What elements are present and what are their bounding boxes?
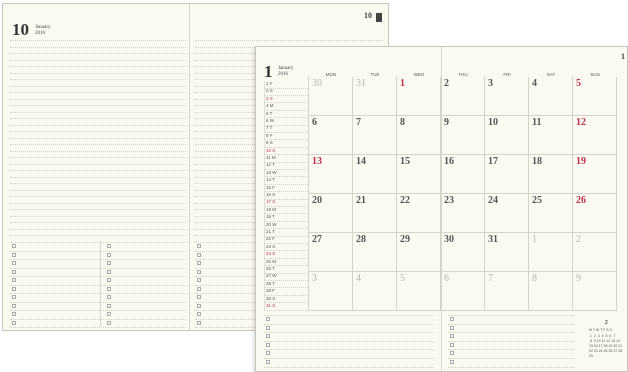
calendar-day-number: 15 (400, 156, 410, 167)
checkbox[interactable] (266, 360, 270, 364)
calendar-day-cell[interactable] (309, 77, 353, 116)
day-list-item: 10 S (266, 147, 276, 153)
back-left-todo-lines (10, 242, 186, 327)
calendar-day-cell[interactable] (397, 194, 441, 233)
ruled-line (448, 315, 574, 316)
ruled-line (10, 53, 186, 54)
calendar-day-cell[interactable] (529, 233, 573, 272)
checkbox[interactable] (107, 312, 111, 316)
checkbox[interactable] (107, 304, 111, 308)
mini-calendar-row: 1 2 3 4 5 6 7 (589, 334, 616, 338)
calendar-day-cell[interactable] (309, 194, 353, 233)
ruled-line (10, 170, 186, 171)
ruled-line (10, 190, 186, 191)
calendar-day-cell[interactable] (573, 194, 617, 233)
checkbox[interactable] (107, 261, 111, 265)
ruled-line (10, 276, 186, 277)
ruled-line (10, 177, 186, 178)
ruled-line (10, 196, 186, 197)
ruled-line (10, 229, 186, 230)
calendar-day-cell[interactable] (485, 272, 529, 311)
checkbox[interactable] (197, 287, 201, 291)
calendar-day-number: 27 (312, 234, 322, 245)
ruled-line (10, 222, 186, 223)
ruled-line (264, 358, 434, 359)
ruled-line (10, 112, 186, 113)
checkbox[interactable] (266, 326, 270, 330)
ruled-line (10, 216, 186, 217)
ruled-line (448, 349, 574, 350)
checkbox[interactable] (266, 334, 270, 338)
calendar-day-cell[interactable] (485, 77, 529, 116)
checkbox[interactable] (266, 317, 270, 321)
day-list-item: 1 F (266, 81, 273, 86)
ruled-line (10, 209, 186, 210)
back-todo-divider (100, 242, 101, 327)
calendar-day-number: 30 (312, 78, 322, 89)
day-list-item: 31 S (266, 303, 276, 308)
mini-calendar-row: 22 23 24 25 26 27 28 (589, 349, 623, 353)
checkbox[interactable] (107, 321, 111, 325)
day-list-item: 28 T (266, 280, 275, 286)
day-list-item: 15 F (266, 184, 276, 190)
front-month-label: January (278, 66, 294, 71)
calendar-day-number: 9 (576, 273, 581, 284)
checkbox[interactable] (266, 351, 270, 355)
calendar-day-cell[interactable] (441, 194, 485, 233)
calendar-day-number: 9 (444, 117, 449, 128)
checkbox[interactable] (12, 261, 16, 265)
calendar-day-number: 8 (400, 117, 405, 128)
calendar-day-number: 31 (356, 78, 366, 89)
ruled-line (195, 40, 383, 41)
calendar-day-number: 1 (532, 234, 537, 245)
ruled-line (10, 251, 186, 252)
ruled-line (10, 86, 186, 87)
calendar-day-cell[interactable] (529, 155, 573, 194)
checkbox[interactable] (107, 244, 111, 248)
checkbox[interactable] (450, 317, 454, 321)
ruled-line (448, 324, 574, 325)
checkbox[interactable] (12, 270, 16, 274)
day-list-item: 5 T (266, 110, 273, 116)
ruled-line (10, 138, 186, 139)
ruled-line (10, 327, 186, 328)
calendar-day-cell[interactable] (353, 233, 397, 272)
day-list-item: 27 W (266, 273, 277, 279)
front-year-label: 2016 (278, 72, 288, 77)
checkbox[interactable] (450, 334, 454, 338)
calendar-day-cell[interactable] (309, 233, 353, 272)
calendar-day-number: 22 (400, 195, 410, 206)
ruled-line (10, 203, 186, 204)
calendar-day-number: 10 (488, 117, 498, 128)
ruled-line (10, 92, 186, 93)
calendar-day-cell[interactable] (441, 155, 485, 194)
ruled-line (10, 259, 186, 260)
checkbox[interactable] (107, 287, 111, 291)
calendar-day-number: 18 (532, 156, 542, 167)
ruled-line (264, 349, 434, 350)
calendar-day-cell[interactable] (573, 233, 617, 272)
calendar-day-number: 8 (532, 273, 537, 284)
calendar-day-number: 5 (400, 273, 405, 284)
ruled-line (10, 302, 186, 303)
week-header-label: FRI (503, 72, 511, 77)
calendar-day-cell[interactable] (529, 116, 573, 155)
ruled-line (448, 332, 574, 333)
ruled-line (10, 66, 186, 67)
ruled-line (10, 47, 186, 48)
ruled-line (264, 332, 434, 333)
calendar-day-cell[interactable] (485, 194, 529, 233)
ruled-line (10, 118, 186, 119)
day-list-item: 13 W (266, 169, 277, 175)
checkbox[interactable] (197, 321, 201, 325)
day-list-item: 8 F (266, 132, 273, 138)
front-corner-number: 1 (621, 52, 625, 61)
back-day-number: 10 (12, 20, 29, 39)
calendar-day-number: 3 (312, 273, 317, 284)
calendar-day-cell[interactable] (397, 233, 441, 272)
ruled-line (10, 157, 186, 158)
checkbox[interactable] (107, 253, 111, 257)
calendar-day-number: 6 (312, 117, 317, 128)
calendar-day-cell[interactable] (573, 77, 617, 116)
calendar-day-cell[interactable] (573, 116, 617, 155)
checkbox[interactable] (197, 244, 201, 248)
calendar-day-number: 3 (488, 78, 493, 89)
day-list-item: 25 M (266, 258, 277, 264)
day-list-item: 7 T (266, 125, 273, 131)
ruled-line (264, 315, 434, 316)
calendar-day-cell[interactable] (397, 77, 441, 116)
calendar-day-cell[interactable] (309, 272, 353, 311)
calendar-day-cell[interactable] (353, 155, 397, 194)
ruled-line (10, 319, 186, 320)
checkbox[interactable] (450, 360, 454, 364)
ruled-line (10, 164, 186, 165)
week-header-label: THU (458, 72, 468, 77)
day-list-item: 24 S (266, 251, 276, 257)
calendar-day-number: 4 (532, 78, 537, 89)
checkbox[interactable] (12, 253, 16, 257)
checkbox[interactable] (12, 312, 16, 316)
day-list-item: 23 S (266, 243, 276, 249)
ruled-line (10, 131, 186, 132)
calendar-day-cell[interactable] (529, 272, 573, 311)
ruled-line (10, 99, 186, 100)
mini-calendar-row: 15 16 17 18 19 20 21 (589, 344, 623, 348)
week-header-label: SAT (546, 72, 556, 77)
calendar-day-number: 23 (444, 195, 454, 206)
checkbox[interactable] (450, 326, 454, 330)
calendar-day-number: 7 (488, 273, 493, 284)
week-header-label: MON (325, 72, 337, 77)
week-header-label: SUN (590, 72, 600, 77)
calendar-day-cell[interactable] (353, 116, 397, 155)
ruled-line (10, 144, 186, 145)
day-list-line (265, 310, 308, 311)
checkbox[interactable] (450, 343, 454, 347)
ruled-line (10, 293, 186, 294)
ruled-line (448, 358, 574, 359)
checkbox[interactable] (197, 253, 201, 257)
calendar-day-cell[interactable] (485, 155, 529, 194)
ruled-line (10, 285, 186, 286)
back-corner-tab (376, 13, 382, 22)
checkbox[interactable] (450, 351, 454, 355)
checkbox[interactable] (197, 312, 201, 316)
week-header-label: WED (413, 72, 425, 77)
calendar-day-number: 29 (400, 234, 410, 245)
day-list-item: 9 S (266, 140, 273, 146)
calendar-day-cell[interactable] (353, 272, 397, 311)
mini-calendar-header: M T W T F S S (589, 328, 612, 332)
calendar-day-cell[interactable] (441, 233, 485, 272)
calendar-day-number: 25 (532, 195, 542, 206)
calendar-day-number: 11 (532, 117, 542, 128)
ruled-line (264, 341, 434, 342)
day-list-item: 30 S (266, 295, 276, 301)
back-corner-number: 10 (364, 11, 372, 20)
checkbox[interactable] (197, 261, 201, 265)
day-list-item: 29 F (266, 288, 276, 294)
ruled-line (10, 183, 186, 184)
calendar-day-number: 30 (444, 234, 454, 245)
day-list-item: 21 T (266, 229, 275, 234)
calendar-day-number: 26 (576, 195, 586, 206)
ruled-line (264, 324, 434, 325)
ruled-line (10, 310, 186, 311)
calendar-day-number: 2 (576, 234, 581, 245)
checkbox[interactable] (12, 244, 16, 248)
checkbox[interactable] (197, 304, 201, 308)
checkbox[interactable] (12, 295, 16, 299)
calendar-day-number: 12 (576, 117, 586, 128)
ruled-line (264, 367, 434, 368)
back-year-label: 2016 (35, 31, 45, 36)
calendar-day-number: 17 (488, 156, 498, 167)
front-left-todo-lines (264, 315, 434, 367)
front-month-number: 1 (264, 62, 273, 81)
day-list-item: 12 T (266, 162, 275, 168)
calendar-day-cell[interactable] (529, 194, 573, 233)
checkbox[interactable] (12, 287, 16, 291)
checkbox[interactable] (12, 278, 16, 282)
calendar-day-number: 6 (444, 273, 449, 284)
day-list-item: 4 M (266, 103, 274, 109)
mini-calendar-month: 2 (605, 320, 608, 326)
ruled-line (10, 242, 186, 243)
calendar-day-cell[interactable] (573, 272, 617, 311)
calendar-day-number: 7 (356, 117, 361, 128)
calendar-day-number: 2 (444, 78, 449, 89)
ruled-line (448, 367, 574, 368)
calendar-day-cell[interactable] (353, 194, 397, 233)
back-center-fold (189, 4, 190, 330)
calendar-day-cell[interactable] (485, 116, 529, 155)
mini-calendar-row: 8 9 10 11 12 13 14 (589, 339, 620, 343)
checkbox[interactable] (197, 295, 201, 299)
front-right-todo-lines (448, 315, 574, 367)
ruled-line (10, 73, 186, 74)
ruled-line (10, 235, 186, 236)
day-list-item: 22 F (266, 236, 276, 242)
calendar-day-number: 5 (576, 78, 581, 89)
calendar-day-cell[interactable] (353, 77, 397, 116)
calendar-day-cell[interactable] (441, 77, 485, 116)
day-list-item: 19 T (266, 214, 275, 220)
checkbox[interactable] (107, 278, 111, 282)
calendar-day-number: 28 (356, 234, 366, 245)
checkbox[interactable] (266, 343, 270, 347)
back-left-note-lines (10, 40, 186, 240)
calendar-day-number: 31 (488, 234, 498, 245)
calendar-day-cell[interactable] (573, 155, 617, 194)
day-list-item: 2 S (266, 88, 273, 94)
day-list-item: 16 S (266, 192, 276, 197)
calendar-day-number: 14 (356, 156, 366, 167)
day-list-item: 14 T (266, 177, 275, 183)
week-header-label: TUE (370, 72, 380, 77)
checkbox[interactable] (12, 304, 16, 308)
day-list-item: 26 T (266, 266, 275, 271)
calendar-day-cell[interactable] (397, 155, 441, 194)
front-monthly-page (255, 46, 628, 372)
calendar-day-cell[interactable] (529, 77, 573, 116)
day-list-item: 11 M (266, 155, 276, 160)
checkbox[interactable] (107, 270, 111, 274)
ruled-line (10, 151, 186, 152)
calendar-day-cell[interactable] (309, 155, 353, 194)
calendar-day-cell[interactable] (441, 272, 485, 311)
front-margin-line (264, 81, 265, 311)
calendar-day-number: 20 (312, 195, 322, 206)
calendar-day-cell[interactable] (309, 116, 353, 155)
calendar-day-number: 1 (400, 78, 405, 89)
ruled-line (10, 268, 186, 269)
calendar-day-number: 19 (576, 156, 586, 167)
calendar-day-number: 4 (356, 273, 361, 284)
calendar-day-number: 13 (312, 156, 322, 167)
calendar-day-number: 24 (488, 195, 498, 206)
calendar-day-cell[interactable] (397, 116, 441, 155)
checkbox[interactable] (197, 278, 201, 282)
day-list-item: 17 S (266, 199, 276, 205)
calendar-day-cell[interactable] (441, 116, 485, 155)
back-month-label: January (35, 25, 51, 30)
checkbox[interactable] (12, 321, 16, 325)
day-list-item: 18 M (266, 206, 277, 212)
ruled-line (10, 60, 186, 61)
calendar-day-cell[interactable] (397, 272, 441, 311)
ruled-line (10, 105, 186, 106)
day-list-item: 6 W (266, 118, 275, 123)
ruled-line (10, 79, 186, 80)
checkbox[interactable] (107, 295, 111, 299)
calendar-day-number: 16 (444, 156, 454, 167)
calendar-day-number: 21 (356, 195, 366, 206)
day-list-item: 3 S (266, 95, 273, 101)
checkbox[interactable] (197, 270, 201, 274)
day-list-item: 20 W (266, 221, 277, 227)
calendar-day-cell[interactable] (485, 233, 529, 272)
ruled-line (10, 125, 186, 126)
ruled-line (448, 341, 574, 342)
mini-calendar-row: 29 (589, 354, 593, 358)
ruled-line (10, 40, 186, 41)
